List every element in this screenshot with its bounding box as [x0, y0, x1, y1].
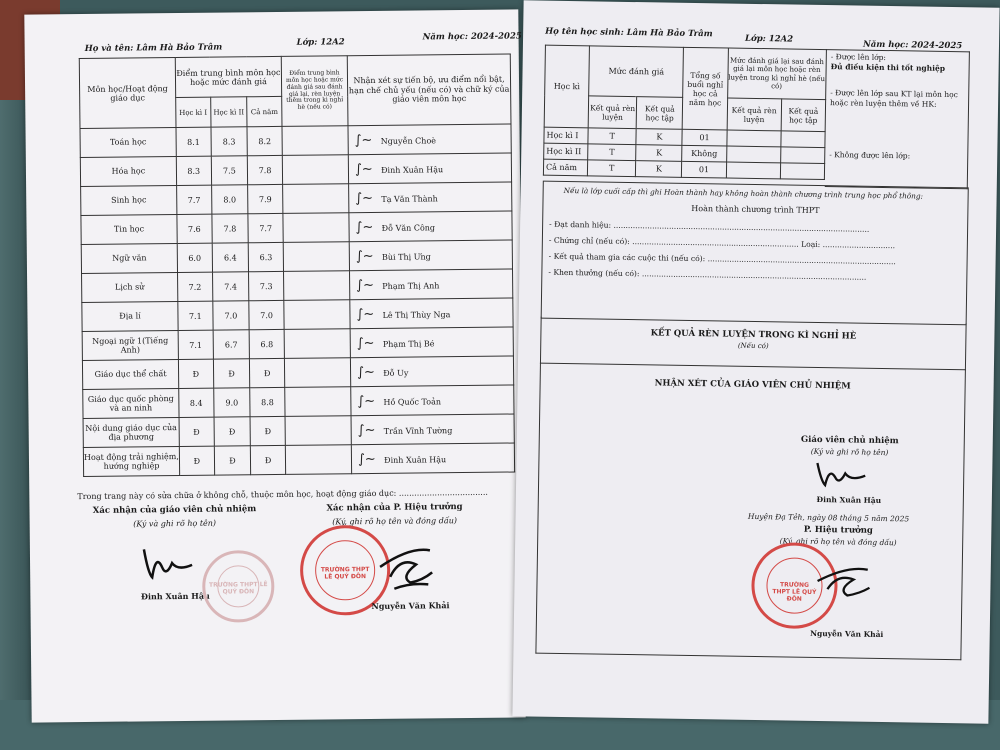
teacher-signature: ∫∼: [354, 132, 373, 148]
absent-cell: Không: [682, 145, 726, 162]
table-row: [81, 240, 512, 274]
faint-stamp: [202, 550, 275, 623]
hk1-cell: 7.1: [178, 330, 213, 359]
retest-cell: [283, 242, 349, 272]
gvcn-title: NHẬN XÉT CỦA GIÁO VIÊN CHỦ NHIỆM: [654, 378, 851, 392]
gvcn-sign-hint: (Ký và ghi rõ họ tên): [133, 518, 217, 529]
teacher-cell: [350, 327, 513, 358]
hk2-cell: Đ: [213, 359, 250, 388]
teacher-signature: ∫∼: [356, 277, 375, 293]
retest-result-cell: [780, 147, 824, 164]
teacher-name: Đỗ Văn Công: [381, 222, 436, 233]
header-rating: Mức đánh giá: [589, 46, 684, 97]
study-cell: K: [636, 145, 682, 162]
teacher-name: Nguyễn Choè: [380, 135, 437, 146]
principal-name: Nguyễn Văn Khải: [371, 600, 450, 612]
principal-label-right: P. Hiệu trưởng: [803, 524, 873, 536]
hk1-cell: 7.2: [178, 272, 213, 301]
hk1-cell: 8.1: [176, 127, 211, 156]
hk2-cell: Đ: [214, 446, 251, 475]
header-avg-group: Điểm trung bình môn học hoặc mức đánh giá: [175, 56, 281, 97]
teacher-cell: [351, 443, 514, 474]
teacher-signature: ∫∼: [355, 190, 374, 206]
hk1-cell: 7.6: [177, 214, 212, 243]
principal-hint-right: (Ký, ghi rõ họ tên và đóng dấu): [779, 536, 897, 548]
footer-note: Trong trang này có sửa chữa ở không chỗ, thuộc môn học, hoạt động giáo dục: ...................................: [77, 487, 488, 502]
ca-nam-cell: 6.8: [249, 329, 284, 358]
table-row: [82, 356, 513, 390]
gvcn-label-right: Giáo viên chủ nhiệm: [800, 434, 899, 447]
promotion-graduate: Đủ điều kiện thi tốt nghiệp: [830, 62, 946, 73]
hk1-cell: 7.7: [177, 185, 212, 214]
subject-cell: Tin học: [81, 215, 177, 245]
hk2-cell: 6.4: [212, 243, 249, 272]
ca-nam-cell: Đ: [250, 358, 285, 387]
subject-cell: Hóa học: [80, 157, 176, 187]
retest-cell: [284, 358, 350, 388]
teacher-signature: ∫∼: [356, 335, 375, 351]
retest-cell: [283, 184, 349, 214]
school-stamp-right-text: TRƯỜNG THPT LÊ QUÝ ĐÔN: [772, 581, 817, 603]
school-stamp-left-text: TRƯỜNG THPT LÊ QUÝ ĐÔN: [320, 566, 370, 581]
class-label: Lớp: 12A2: [296, 37, 345, 48]
header-term: Học kì: [544, 45, 589, 128]
teacher-name: Bùi Thị Ưng: [381, 251, 431, 262]
school-year-right: Năm học: 2024-2025: [862, 39, 963, 52]
retest-cell: [285, 445, 351, 475]
ca-nam-cell: 8.8: [250, 387, 285, 416]
subject-cell: Giáo dục thể chất: [82, 360, 178, 390]
ca-nam-cell: 7.7: [248, 213, 283, 242]
teacher-cell: [349, 240, 512, 271]
teacher-signature: ∫∼: [357, 422, 376, 438]
class-label-right: Lớp: 12A2: [744, 33, 794, 45]
gvcn-confirm: Xác nhận của giáo viên chủ nhiệm: [92, 504, 257, 516]
promotion-up-after: - Được lên lớp sau KT lại môn học hoặc rèn luyện thêm về HK:: [830, 88, 958, 109]
hk1-cell: 8.3: [176, 156, 211, 185]
gvcn-name-right: Đinh Xuân Hậu: [816, 494, 882, 505]
conduct-cell: T: [588, 128, 636, 145]
gvcn-name: Đinh Xuân Hậu: [140, 590, 210, 602]
table-row: [82, 269, 513, 303]
retest-cell: [283, 213, 349, 243]
hk2-cell: 8.3: [211, 127, 248, 156]
subject-cell: Ngoại ngữ 1(Tiếng Anh): [82, 331, 178, 361]
absent-cell: 01: [682, 129, 726, 146]
line-certificate: - Chứng chỉ (nếu có): ..................................................................... Loại: ..............................: [548, 235, 896, 251]
retest-result-cell: [726, 146, 781, 163]
teacher-signature: ∫∼: [354, 161, 373, 177]
completion-note: Nếu là lớp cuối cấp thì ghi Hoàn thành hay không hoàn thành chương trình trung học phổ thông:: [563, 185, 924, 201]
retest-result-cell: [726, 162, 781, 179]
gvcn-signature-right: [811, 459, 871, 492]
right-page: [512, 0, 999, 723]
teacher-name: Lê Thị Thùy Nga: [382, 309, 451, 320]
principal-signature: [370, 536, 441, 597]
teacher-name: Đỗ Uy: [383, 368, 409, 378]
teacher-name: Tạ Văn Thành: [381, 193, 438, 204]
teacher-signature: ∫∼: [357, 451, 376, 467]
table-row: [83, 385, 514, 419]
teacher-cell: [349, 211, 512, 242]
teacher-signature: ∫∼: [355, 219, 374, 235]
hk2-cell: 9.0: [213, 388, 250, 417]
table-row: [80, 124, 511, 158]
header-retest: Điểm trung bình môn học hoặc mức đánh giá sau đánh giá lại, rèn luyện thêm trong kì nghỉ hè (nếu có): [281, 56, 348, 127]
principal-name-right: Nguyễn Văn Khải: [810, 628, 884, 640]
term-cell: Học kì II: [544, 143, 588, 160]
table-row: [82, 327, 513, 361]
subject-cell: Giáo dục quốc phòng và an ninh: [83, 389, 179, 419]
ca-nam-cell: 7.0: [249, 300, 284, 329]
conduct-cell: T: [588, 144, 636, 161]
subject-cell: Sinh học: [81, 186, 177, 216]
principal-signature-right: [807, 557, 878, 608]
summer-sub: (Nếu có): [737, 341, 769, 351]
gvcn-section: [535, 363, 966, 661]
hk1-cell: Đ: [179, 417, 214, 446]
teacher-cell: [350, 269, 513, 300]
hk2-cell: 7.0: [212, 301, 249, 330]
subject-cell: Lịch sử: [82, 273, 178, 303]
retest-cell: [282, 155, 348, 185]
ca-nam-cell: 7.8: [248, 155, 283, 184]
teacher-cell: [351, 385, 514, 416]
table-row: [81, 211, 512, 245]
teacher-signature: ∫∼: [355, 248, 374, 264]
retest-cell: [282, 126, 348, 156]
retest-cell: [285, 416, 351, 446]
student-name: Họ và tên: Lâm Hà Bảo Trâm: [84, 42, 223, 54]
ca-nam-cell: 7.3: [249, 271, 284, 300]
ca-nam-cell: 6.3: [248, 242, 283, 271]
promotion-not-up: - Không được lên lớp:: [829, 150, 911, 161]
teacher-cell: [350, 298, 513, 329]
hk2-cell: 6.7: [213, 330, 250, 359]
table-row: [82, 298, 513, 332]
teacher-cell: [349, 182, 512, 213]
subject-cell: Nội dung giáo dục của địa phương: [83, 418, 179, 448]
hk2-cell: 7.5: [211, 156, 248, 185]
teacher-name: Phạm Thị Bé: [382, 338, 435, 349]
header-retest-conduct: Kết quả rèn luyện: [727, 98, 782, 131]
student-name-right: Họ tên học sinh: Lâm Hà Bảo Trâm: [545, 26, 713, 40]
retest-result-cell: [726, 130, 781, 147]
table-row: [83, 414, 514, 448]
ca-nam-cell: 8.2: [247, 126, 282, 155]
summer-title: KẾT QUẢ RÈN LUYỆN TRONG KÌ NGHỈ HÈ: [650, 328, 857, 342]
hk1-cell: Đ: [178, 359, 213, 388]
term-cell: Học kì I: [544, 127, 588, 144]
retest-result-cell: [781, 131, 825, 148]
teacher-cell: [348, 124, 511, 155]
summer-section: [540, 317, 967, 371]
teacher-signature: ∫∼: [356, 306, 375, 322]
retest-cell: [284, 329, 350, 359]
school-year: Năm học: 2024-2025: [422, 31, 522, 43]
teacher-name: Trần Vĩnh Tường: [383, 425, 453, 436]
table-row: [80, 153, 511, 187]
table-row: [543, 159, 824, 179]
teacher-name: Đinh Xuân Hậu: [384, 454, 447, 465]
promotion-box: [825, 49, 970, 189]
subject-cell: Toán học: [80, 128, 176, 158]
completion-value: Hoàn thành chương trình THPT: [691, 203, 820, 215]
teacher-cell: [351, 356, 514, 387]
retest-cell: [285, 387, 351, 417]
grades-table: [79, 54, 515, 478]
header-absent: Tổng số buổi nghỉ học cả năm học: [683, 47, 728, 130]
hk2-cell: 7.8: [212, 214, 249, 243]
hk2-cell: Đ: [214, 417, 251, 446]
subject-cell: Ngữ văn: [81, 244, 177, 274]
hk2-cell: 8.0: [211, 185, 248, 214]
header-ca-nam: Cả năm: [247, 96, 282, 126]
header-hk2: Học kì II: [210, 97, 247, 127]
absent-cell: 01: [682, 161, 726, 178]
date-line: Huyện Đạ Tẻh, ngày 08 tháng 5 năm 2025: [747, 511, 910, 524]
principal-confirm: Xác nhận của P. Hiệu trưởng: [326, 502, 463, 514]
study-cell: K: [636, 161, 682, 178]
table-row: [83, 443, 514, 477]
header-conduct: Kết quả rèn luyện: [588, 96, 637, 129]
table-row: [81, 182, 512, 216]
hk2-cell: 7.4: [212, 272, 249, 301]
hk1-cell: 6.0: [177, 243, 212, 272]
conduct-cell: T: [587, 160, 635, 177]
gvcn-hint-right: (Ký và ghi rõ họ tên): [810, 446, 889, 458]
teacher-signature: ∫∼: [357, 364, 375, 380]
teacher-name: Phạm Thị Anh: [382, 280, 440, 291]
term-cell: Cả năm: [543, 159, 587, 176]
line-awards: - Khen thưởng (nếu có): .............................................................................................: [548, 267, 867, 282]
ca-nam-cell: Đ: [251, 445, 286, 474]
line-contests: - Kết quả tham gia các cuộc thi (nếu có): ..............................................................................: [548, 251, 896, 267]
header-comment: Nhận xét sự tiến bộ, ưu điểm nổi bật, hạn chế chủ yếu (nếu có) và chữ ký của giáo viên môn học: [347, 54, 511, 126]
teacher-signature: ∫∼: [357, 393, 376, 409]
header-retest-right: Mức đánh giá lại sau đánh giá lại môn học hoặc rèn luyện trong kì nghỉ hè (nếu có): [727, 48, 826, 100]
header-retest-study: Kết quả học tập: [781, 99, 826, 132]
header-study: Kết quả học tập: [636, 97, 683, 130]
teacher-cell: [348, 153, 511, 184]
teacher-name: Hồ Quốc Toản: [383, 396, 442, 407]
completion-section: [541, 181, 969, 326]
teacher-name: Đinh Xuân Hậu: [380, 164, 444, 175]
hk1-cell: 8.4: [179, 388, 214, 417]
ca-nam-cell: 7.9: [248, 184, 283, 213]
conduct-table: [543, 45, 827, 180]
hk1-cell: 7.1: [178, 301, 213, 330]
faint-stamp-text: TRƯỜNG THPT LÊ QUÝ ĐÔN: [208, 581, 268, 596]
header-subject: Môn học/Hoạt động giáo dục: [79, 58, 176, 129]
subject-cell: Hoạt động trải nghiệm, hướng nghiệp: [83, 447, 179, 477]
retest-cell: [283, 271, 349, 301]
ca-nam-cell: Đ: [250, 416, 285, 445]
line-title: - Đạt danh hiệu: ..........................................................................................................: [549, 219, 870, 234]
header-hk1: Học kì I: [176, 97, 211, 127]
subject-cell: Địa lí: [82, 302, 178, 332]
retest-cell: [284, 300, 350, 330]
study-cell: K: [636, 129, 682, 146]
retest-result-cell: [780, 163, 824, 180]
hk1-cell: Đ: [179, 446, 214, 475]
teacher-cell: [351, 414, 514, 445]
principal-sign-hint: (Ký, ghi rõ họ tên và đóng dấu): [332, 516, 458, 527]
promotion-up: - Được lên lớp:: [830, 52, 887, 63]
gvcn-signature: [138, 543, 198, 584]
left-page: [24, 9, 525, 722]
